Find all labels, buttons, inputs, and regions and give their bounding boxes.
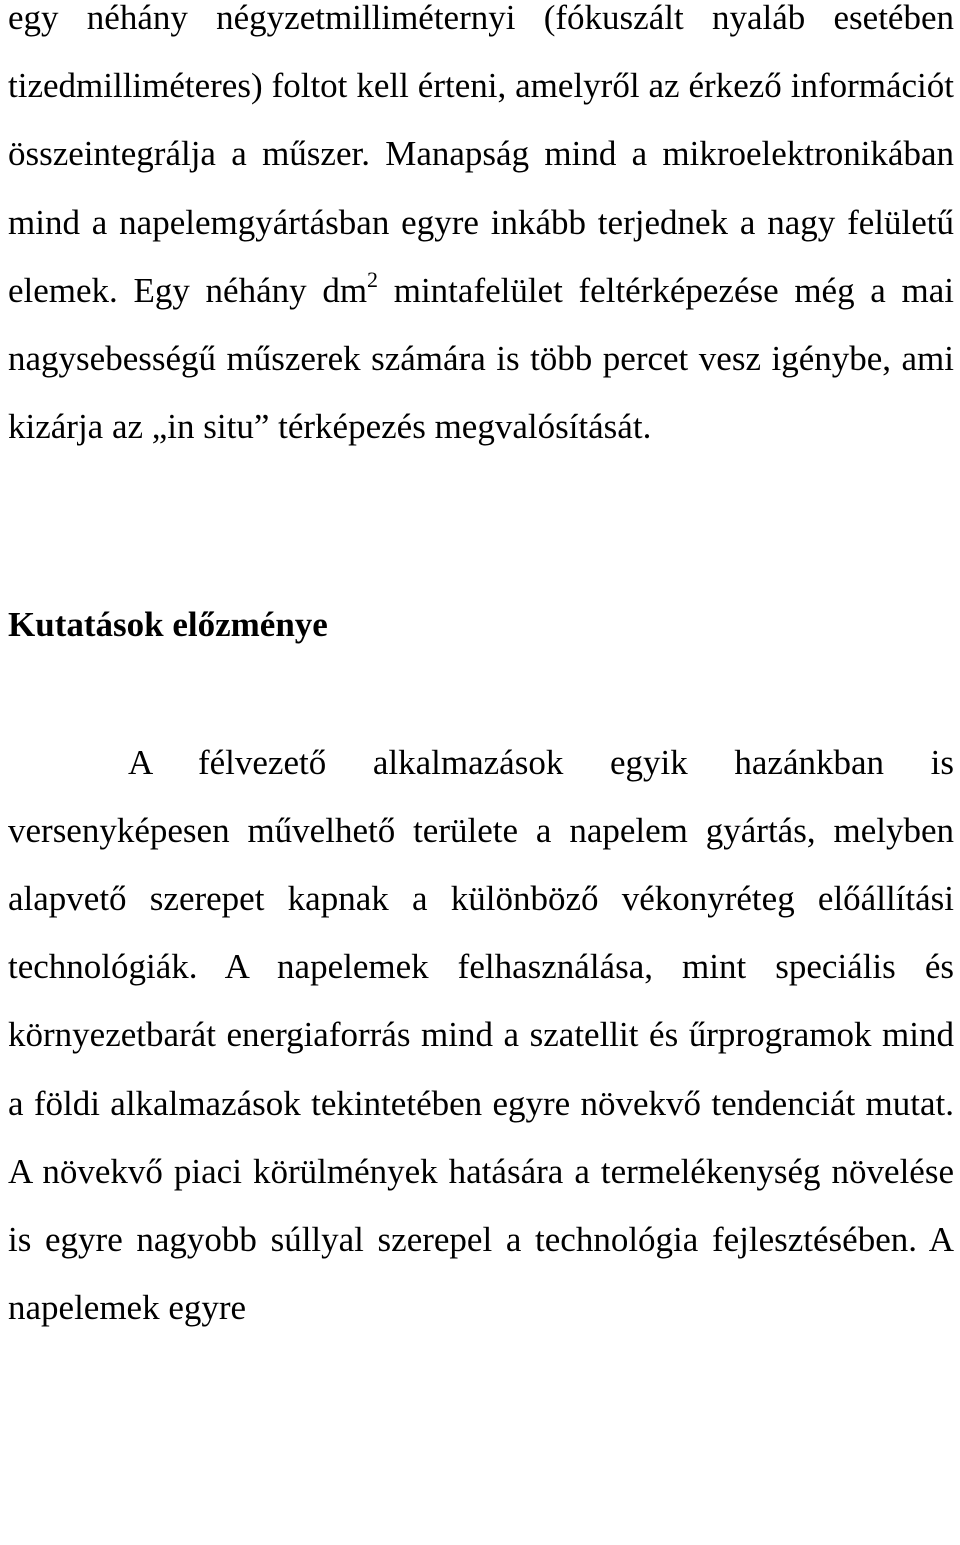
- section-heading: Kutatások előzménye: [8, 605, 328, 645]
- paragraph-intro: [8, 0, 954, 461]
- superscript-exponent: 2: [367, 266, 379, 292]
- paragraph-intro-text-b: mintafelület feltérképezése még a mai nagysebességű műszerek számára is több percet vesz igénybe, ami kizárja az „in situ” térképezés megvalósítását.: [8, 270, 954, 447]
- paragraph-intro-text-a: egy néhány négyzetmilliméternyi (fókuszált nyaláb esetében tizedmilliméteres) foltot kell érteni, amelyről az érkező információt összeintegrálja a műszer. Manapság mind a mikroelektronikában mind a napelemgyártásban egyre inkább terjednek a nagy felületű elemek. Egy néhány dm: [8, 0, 954, 310]
- paragraph-research-background: A félvezető alkalmazások egyik hazánkban is versenyképesen művelhető területe a napelem gyártás, melyben alapvető szerepet kapnak a különböző vékonyréteg előállítási technológiák. A napelemek felhasználása, mint speciális és környezetbarát energiaforrás mind a szatellit és űrprogramok mind a földi alkalmazások tekintetében egyre növekvő tendenciát mutat. A növekvő piaci körülmények hatására a termelékenység növelése is egyre nagyobb súllyal szerepel a technológia fejlesztésében. A napelemek egyre: [8, 742, 954, 1328]
